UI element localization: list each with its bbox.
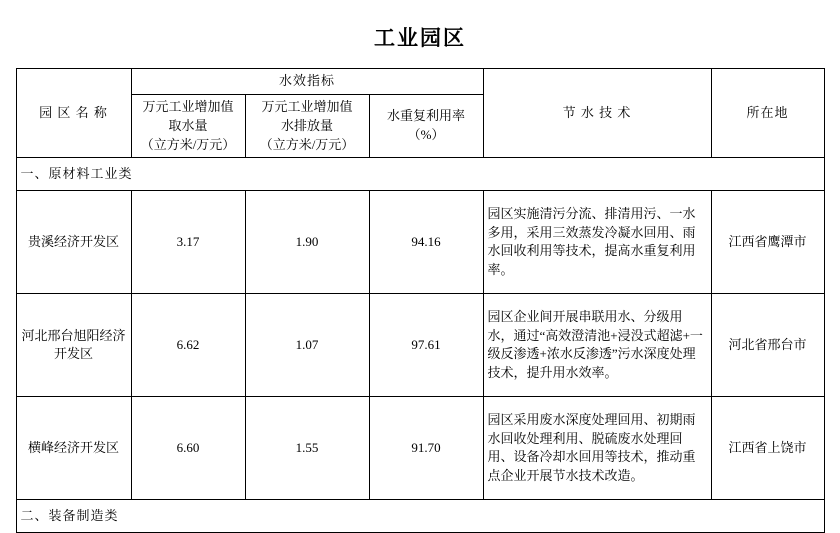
reuse-rate-value: 94.16 (369, 191, 483, 294)
header-discharge-line2: 水排放量 (280, 117, 333, 133)
page-title: 工业园区 (374, 26, 466, 50)
table-row (16, 191, 824, 294)
header-discharge-line3: （立方米/万元） (259, 136, 355, 152)
tech-description: 园区采用废水深度处理回用、初期雨水回收处理利用、脱硫废水处理回用、设备冷却水回用等技术，推动重点企业开展节水技术改造。 (483, 397, 711, 500)
header-intake-line1: 万元工业增加值 (142, 98, 234, 114)
header-intake-per-10k (131, 94, 245, 158)
header-intake-line3: （立方米/万元） (140, 136, 236, 152)
table-row (16, 294, 824, 397)
location-value: 江西省鹰潭市 (711, 191, 824, 294)
tech-description: 园区企业间开展串联用水、分级用水，通过“高效澄清池+浸没式超滤+一级反渗透+浓水反渗透”污水深度处理技术，提升用水效率。 (483, 294, 711, 397)
discharge-value: 1.90 (245, 191, 369, 294)
header-discharge-line1: 万元工业增加值 (261, 98, 353, 114)
park-name: 贵溪经济开发区 (16, 191, 131, 294)
intake-value: 6.62 (131, 294, 245, 397)
section-row (16, 500, 824, 533)
park-name: 横峰经济开发区 (16, 397, 131, 500)
header-location: 所在地 (711, 69, 824, 158)
header-reuse-line2: （%） (407, 127, 445, 143)
header-tech: 节 水 技 术 (483, 69, 711, 158)
intake-value: 6.60 (131, 397, 245, 500)
tech-description: 园区实施清污分流、排清用污、一水多用，采用三效蒸发冷凝水回用、雨水回收利用等技术，提高水重复利用率。 (483, 191, 711, 294)
table-header-row-top (16, 69, 824, 95)
header-intake-line2: 取水量 (168, 117, 208, 133)
reuse-rate-value: 97.61 (369, 294, 483, 397)
header-reuse-line1: 水重复利用率 (386, 108, 465, 124)
section-row (16, 158, 824, 191)
section-title-equipment-manufacturing: 二、装备制造类 (16, 500, 824, 533)
industrial-park-table (16, 68, 825, 533)
table-row (16, 397, 824, 500)
header-park-name: 园 区 名 称 (16, 69, 131, 158)
park-name: 河北邢台旭阳经济开发区 (16, 294, 131, 397)
header-reuse-rate (369, 94, 483, 158)
header-water-efficiency-group: 水效指标 (131, 69, 483, 95)
header-discharge-per-10k (245, 94, 369, 158)
discharge-value: 1.07 (245, 294, 369, 397)
discharge-value: 1.55 (245, 397, 369, 500)
intake-value: 3.17 (131, 191, 245, 294)
location-value: 江西省上饶市 (711, 397, 824, 500)
section-title-raw-materials: 一、原材料工业类 (16, 158, 824, 191)
reuse-rate-value: 91.70 (369, 397, 483, 500)
location-value: 河北省邢台市 (711, 294, 824, 397)
